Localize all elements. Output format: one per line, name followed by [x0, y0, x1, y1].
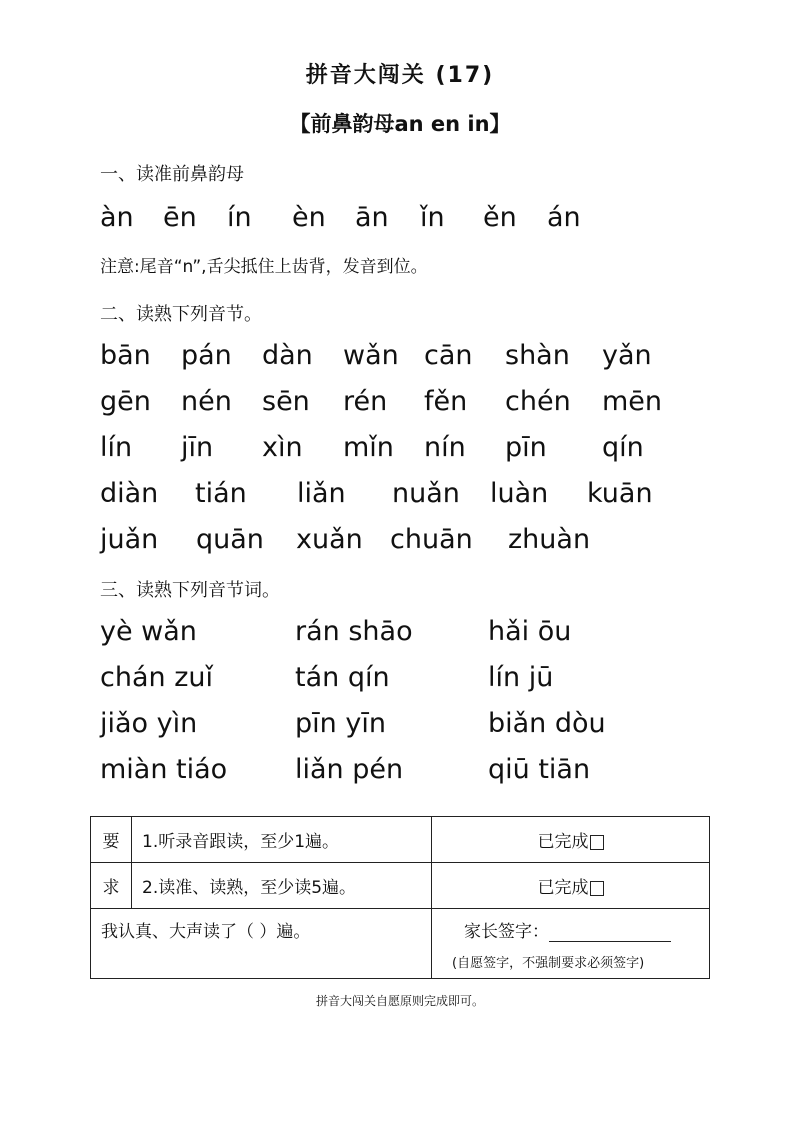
syllable: xuǎn [296, 524, 363, 555]
requirements-table [90, 816, 710, 979]
syllable-word: rán shāo [295, 616, 413, 647]
syllable: rén [343, 386, 388, 417]
footer-note: 拼音大闯关自愿原则完成即可。 [315, 994, 484, 1008]
self-report[interactable]: 我认真、大声读了（ ）遍。 [91, 909, 432, 979]
syllable: diàn [100, 478, 159, 509]
syllable: shàn [505, 340, 570, 371]
syllable: dàn [262, 340, 313, 371]
parent-sign-note: (自愿签字，不强制要求必须签字) [452, 956, 645, 971]
syllable: yǎn [602, 340, 652, 371]
syllable: cān [424, 340, 473, 371]
syllable: sēn [262, 386, 310, 417]
completion-label-2: 已完成 [537, 878, 589, 898]
syllable: qín [602, 432, 644, 463]
final-item: èn [292, 202, 326, 233]
requirement-2: 2.读准、读熟，至少读5遍。 [132, 863, 432, 909]
parent-sign-label: 家长签字： [464, 922, 549, 942]
final-item: án [547, 202, 581, 233]
syllable: lín [100, 432, 133, 463]
syllable-word: jiǎo yìn [100, 708, 198, 739]
syllable-word: liǎn pén [295, 754, 404, 785]
final-item: ín [227, 202, 252, 233]
syllable: chuān [390, 524, 473, 555]
syllable: nín [424, 432, 466, 463]
syllable-word: miàn tiáo [100, 754, 228, 785]
final-item: ān [355, 202, 389, 233]
syllable-word: hǎi ōu [488, 616, 572, 647]
requirement-1: 1.听录音跟读，至少1遍。 [132, 817, 432, 863]
syllable: luàn [490, 478, 549, 509]
final-item: ěn [483, 202, 517, 233]
syllable: wǎn [343, 340, 399, 371]
syllable: quān [196, 524, 264, 555]
syllable: chén [505, 386, 571, 417]
completion-cell-2 [432, 863, 710, 909]
syllable-word: tán qín [295, 662, 390, 693]
syllable-word: lín jū [488, 662, 554, 693]
syllable: mēn [602, 386, 663, 417]
syllable: pīn [505, 432, 547, 463]
syllable: zhuàn [508, 524, 591, 555]
parent-sign-cell [432, 909, 710, 979]
requirement-label-bottom: 求 [91, 863, 132, 909]
syllable: nuǎn [392, 478, 460, 509]
syllable: tián [195, 478, 247, 509]
syllable: liǎn [297, 478, 346, 509]
completion-checkbox-1[interactable] [590, 835, 604, 850]
completion-label-1: 已完成 [537, 832, 589, 852]
pronunciation-note: 注意:尾音“n”,舌尖抵住上齿背，发音到位。 [100, 257, 428, 277]
section2-heading: 二、读熟下列音节。 [100, 304, 262, 325]
syllable: xìn [262, 432, 303, 463]
syllable-word: chán zuǐ [100, 662, 213, 693]
syllable: juǎn [100, 524, 159, 555]
syllable: pán [181, 340, 232, 371]
page-title: 拼音大闯关 (17) [305, 63, 495, 88]
syllable-word: qiū tiān [488, 754, 591, 785]
syllable: jīn [181, 432, 214, 463]
final-item: àn [100, 202, 134, 233]
section3-heading: 三、读熟下列音节词。 [100, 580, 280, 601]
syllable-word: yè wǎn [100, 616, 197, 647]
syllable-word: pīn yīn [295, 708, 386, 739]
section1-heading: 一、读准前鼻韵母 [100, 164, 244, 185]
syllable: mǐn [343, 432, 394, 463]
requirement-label-top: 要 [91, 817, 132, 863]
final-item: ǐn [420, 202, 445, 233]
signature-line[interactable] [549, 925, 671, 942]
syllable: nén [181, 386, 232, 417]
syllable: gēn [100, 386, 151, 417]
syllable: bān [100, 340, 151, 371]
completion-cell-1 [432, 817, 710, 863]
syllable-word: biǎn dòu [488, 708, 606, 739]
completion-checkbox-2[interactable] [590, 881, 604, 896]
final-item: ēn [163, 202, 197, 233]
syllable: kuān [587, 478, 653, 509]
page-subtitle: 【前鼻韵母an en in】 [289, 112, 511, 136]
syllable: fěn [424, 386, 468, 417]
